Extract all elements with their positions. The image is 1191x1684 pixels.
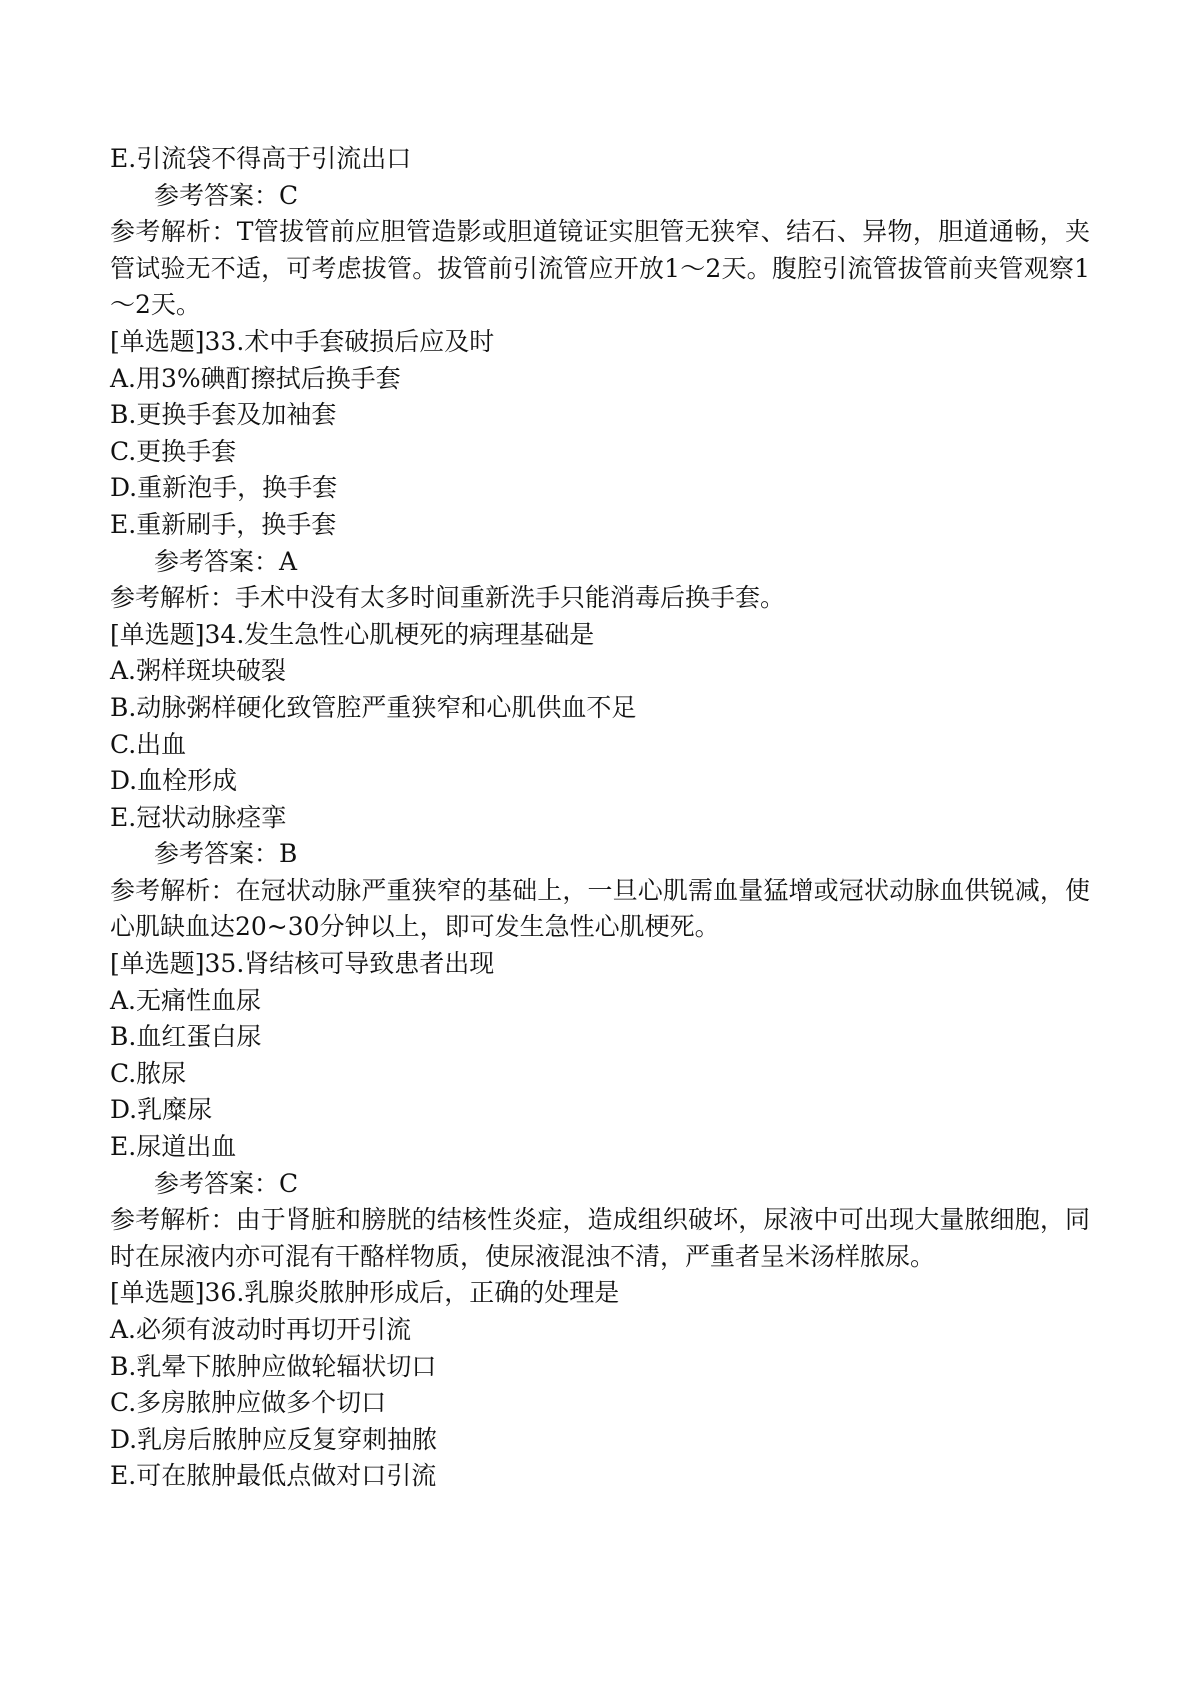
question-stem: [单选题]34.发生急性心肌梗死的病理基础是 (110, 619, 595, 649)
option-c: C.出血 (110, 729, 187, 759)
option-a: A.无痛性血尿 (110, 985, 262, 1015)
option-d: D.乳房后脓肿应反复穿刺抽脓 (110, 1424, 438, 1454)
option-b: B.血红蛋白尿 (110, 1022, 262, 1052)
question-stem: [单选题]36.乳腺炎脓肿形成后，正确的处理是 (110, 1278, 620, 1308)
option-b: B.动脉粥样硬化致管腔严重狭窄和心肌供血不足 (110, 692, 637, 722)
option-d: D.乳糜尿 (110, 1095, 213, 1125)
option-c: C.多房脓肿应做多个切口 (110, 1388, 387, 1418)
option-e: E.引流袋不得高于引流出口 (110, 144, 412, 173)
question-stem: [单选题]35.肾结核可导致患者出现 (110, 949, 495, 979)
reference-analysis: 参考解析：在冠状动脉严重狭窄的基础上，一旦心肌需血量猛增或冠状动脉血供锐减，使心肌缺血达20~30分钟以上，即可发生急性心肌梗死。 (110, 875, 1090, 942)
option-a: A.粥样斑块破裂 (110, 656, 287, 686)
option-e: E.可在脓肿最低点做对口引流 (110, 1461, 437, 1491)
option-e: E.冠状动脉痉挛 (110, 802, 287, 832)
reference-analysis: 参考解析：手术中没有太多时间重新洗手只能消毒后换手套。 (110, 583, 786, 613)
reference-answer: 参考答案：A (154, 546, 298, 576)
question-stem: [单选题]33.术中手套破损后应及时 (110, 326, 495, 356)
reference-answer: 参考答案：B (154, 839, 298, 869)
reference-analysis: 参考解析：T管拔管前应胆管造影或胆道镜证实胆管无狭窄、结石、异物，胆道通畅，夹管试验无不适，可考虑拔管。拔管前引流管应开放1～2天。腹腔引流管拔管前夹管观察1～2天。 (110, 217, 1090, 320)
reference-analysis: 参考解析：由于肾脏和膀胱的结核性炎症，造成组织破坏，尿液中可出现大量脓细胞，同时在尿液内亦可混有干酪样物质，使尿液混浊不清，严重者呈米汤样脓尿。 (110, 1205, 1090, 1271)
option-c: C.更换手套 (110, 436, 237, 466)
reference-answer: 参考答案：C (154, 1168, 299, 1198)
option-e: E.重新刷手，换手套 (110, 509, 337, 539)
reference-answer: 参考答案：C (154, 180, 299, 210)
option-d: D.血栓形成 (110, 766, 238, 796)
document-body (110, 141, 1090, 1495)
option-d: D.重新泡手，换手套 (110, 473, 338, 503)
option-b: B.更换手套及加袖套 (110, 400, 337, 430)
option-c: C.脓尿 (110, 1058, 187, 1088)
option-b: B.乳晕下脓肿应做轮辐状切口 (110, 1351, 437, 1381)
option-a: A.必须有波动时再切开引流 (110, 1315, 412, 1344)
option-e: E.尿道出血 (110, 1132, 237, 1162)
option-a: A.用3%碘酊擦拭后换手套 (110, 363, 401, 393)
